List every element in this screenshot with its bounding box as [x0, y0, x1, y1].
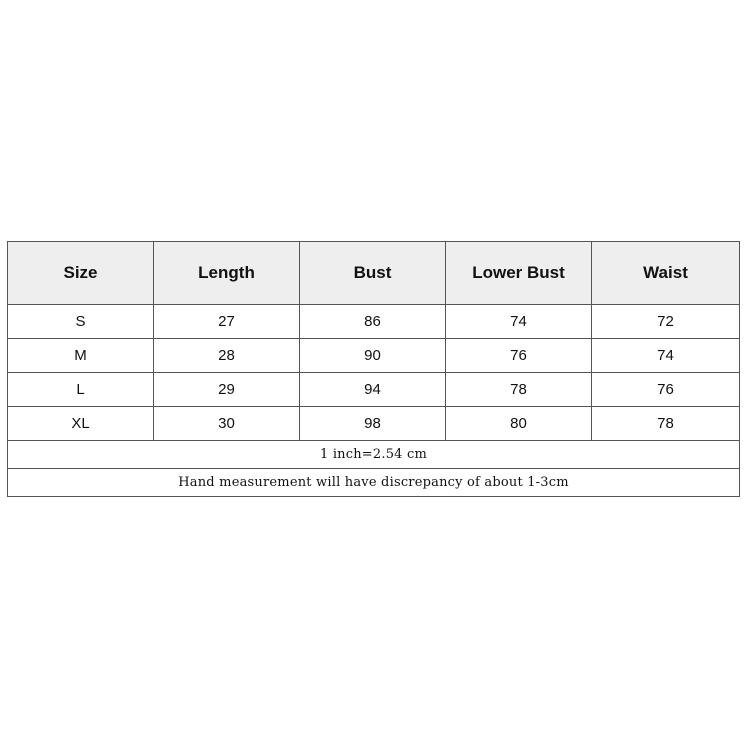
header-waist: Waist [592, 242, 740, 305]
bust-cell: 98 [300, 407, 446, 441]
size-chart-table [7, 241, 740, 497]
size-cell: L [8, 373, 154, 407]
waist-cell: 74 [592, 339, 740, 373]
waist-cell: 78 [592, 407, 740, 441]
header-row [8, 242, 740, 305]
bust-cell: 86 [300, 305, 446, 339]
waist-cell: 76 [592, 373, 740, 407]
note-row [8, 469, 740, 497]
table-row [8, 373, 740, 407]
header-size: Size [8, 242, 154, 305]
lower-bust-cell: 80 [446, 407, 592, 441]
lower-bust-cell: 74 [446, 305, 592, 339]
table-row [8, 339, 740, 373]
bust-cell: 90 [300, 339, 446, 373]
table-row [8, 407, 740, 441]
lower-bust-cell: 76 [446, 339, 592, 373]
size-cell: M [8, 339, 154, 373]
waist-cell: 72 [592, 305, 740, 339]
measurement-disclaimer: Hand measurement will have discrepancy of about 1-3cm [8, 469, 740, 497]
lower-bust-cell: 78 [446, 373, 592, 407]
length-cell: 28 [154, 339, 300, 373]
header-lower-bust: Lower Bust [446, 242, 592, 305]
length-cell: 29 [154, 373, 300, 407]
header-bust: Bust [300, 242, 446, 305]
table-row [8, 305, 740, 339]
header-length: Length [154, 242, 300, 305]
bust-cell: 94 [300, 373, 446, 407]
size-cell: S [8, 305, 154, 339]
note-row [8, 441, 740, 469]
length-cell: 30 [154, 407, 300, 441]
conversion-note: 1 inch=2.54 cm [8, 441, 740, 469]
size-cell: XL [8, 407, 154, 441]
length-cell: 27 [154, 305, 300, 339]
